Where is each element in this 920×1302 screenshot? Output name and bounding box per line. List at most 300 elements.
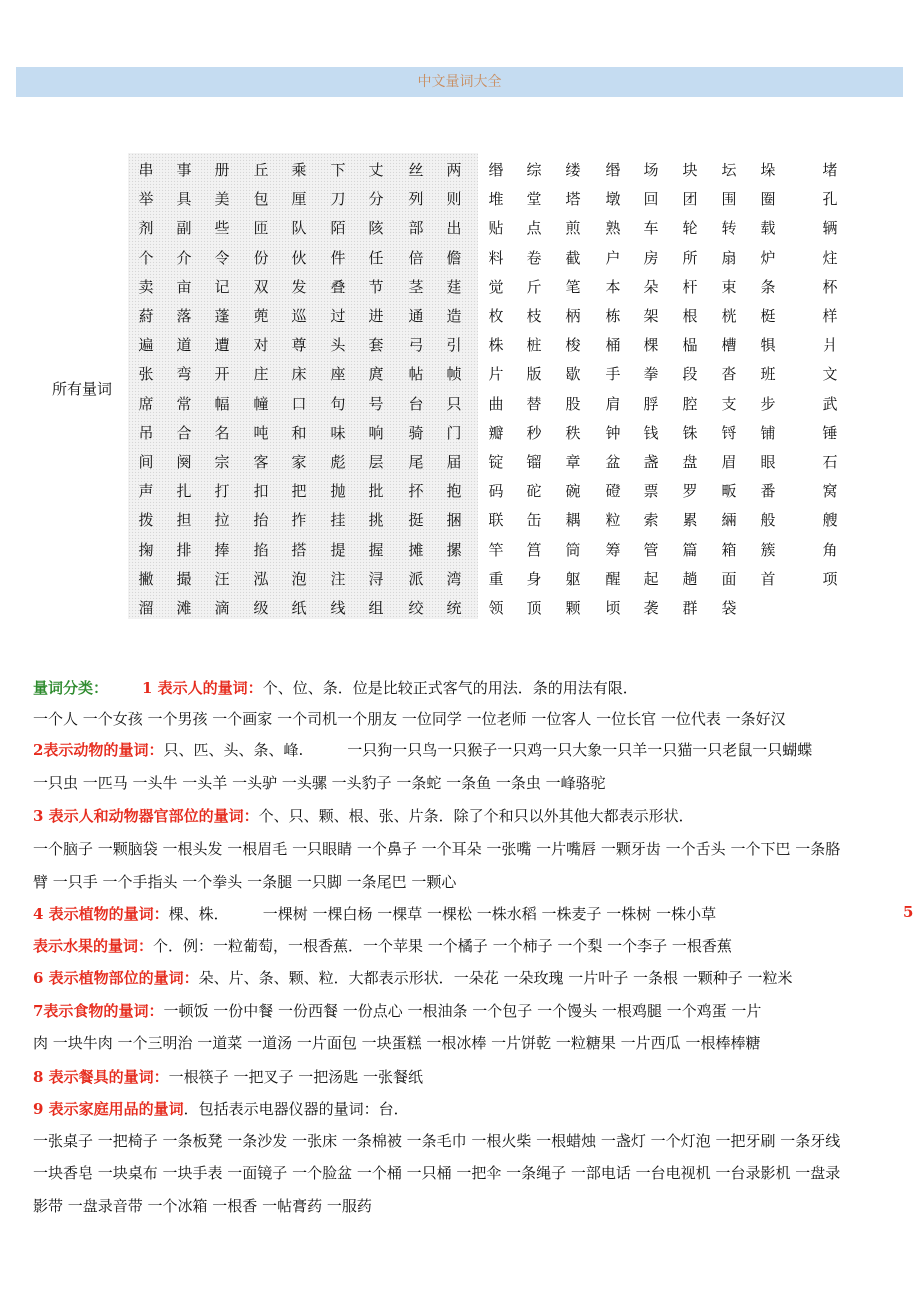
grid-cell: 届 — [446, 453, 462, 471]
section-2-desc: 只、匹、头、条、峰. — [163, 741, 304, 759]
grid-cell: 歇 — [565, 365, 581, 383]
section-4-desc: 棵、株． — [168, 905, 229, 923]
grid-cell: 拳 — [643, 365, 659, 383]
grid-cell: 则 — [446, 190, 462, 208]
grid-cell: 桄 — [721, 307, 737, 325]
grid-cell: 号 — [368, 395, 384, 413]
grid-cell: 番 — [760, 482, 776, 500]
grid-cell: 爿 — [822, 336, 838, 354]
section-9-examples-2: 一块香皂 一块桌布 一块手表 一面镜子 一个脸盆 一个桶 一只桶 一把伞 一条绳子 一部电话 一台电视机 一台录影机 一盘录 — [33, 1164, 841, 1182]
grid-cell: 武 — [822, 395, 838, 413]
grid-cell: 槽 — [721, 336, 737, 354]
grid-cell: 眉 — [721, 453, 737, 471]
grid-cell: 钱 — [643, 424, 659, 442]
grid-cell: 塔 — [565, 190, 581, 208]
grid-cell: 抛 — [330, 482, 346, 500]
grid-cell: 幅 — [214, 395, 230, 413]
grid-cell: 落 — [176, 307, 192, 325]
section-5-heading — [33, 935, 908, 957]
grid-cell: 泓 — [253, 570, 269, 588]
grid-cell: 道 — [176, 336, 192, 354]
grid-cell: 过 — [330, 307, 346, 325]
grid-cell: 伙 — [291, 249, 307, 267]
grid-cell: 份 — [253, 249, 269, 267]
grid-cell: 面 — [721, 570, 737, 588]
grid-cell: 文 — [822, 365, 838, 383]
section-4-heading — [33, 903, 908, 925]
grid-cell: 湾 — [446, 570, 462, 588]
grid-cell: 回 — [643, 190, 659, 208]
grid-cell: 领 — [488, 599, 504, 617]
grid-cell: 把 — [291, 482, 307, 500]
grid-cell: 觉 — [488, 278, 504, 296]
grid-cell: 句 — [330, 395, 346, 413]
grid-cell: 拉 — [214, 511, 230, 529]
grid-cell: 拃 — [291, 511, 307, 529]
grid-cell: 抔 — [408, 482, 424, 500]
grid-cell: 沓 — [721, 365, 737, 383]
grid-cell: 记 — [214, 278, 230, 296]
grid-cell: 料 — [488, 249, 504, 267]
grid-cell: 挂 — [330, 511, 346, 529]
grid-cell: 躯 — [565, 570, 581, 588]
grid-cell: 名 — [214, 424, 230, 442]
section-5-examples: 一粒葡萄，一根香蕉．一个苹果 一个橘子 一个柿子 一个梨 一个李子 一根香蕉 — [213, 937, 732, 955]
grid-cell: 脬 — [643, 395, 659, 413]
grid-cell: 弓 — [408, 336, 424, 354]
section-9-heading — [33, 1098, 908, 1120]
grid-cell: 簇 — [760, 541, 776, 559]
grid-cell: 撇 — [138, 570, 154, 588]
grid-cell: 管 — [643, 541, 659, 559]
grid-cell: 担 — [176, 511, 192, 529]
grid-cell: 孔 — [822, 190, 838, 208]
grid-cell: 挺 — [408, 511, 424, 529]
grid-cell: 家 — [291, 453, 307, 471]
section-2-title: 2表示动物的量词： — [33, 741, 164, 759]
section-6-desc: 朵、片、条、颗、粒．大都表示形状． — [198, 969, 454, 987]
grid-cell: 筹 — [605, 541, 621, 559]
grid-cell: 件 — [330, 249, 346, 267]
grid-cell: 遍 — [138, 336, 154, 354]
section-2-heading — [33, 739, 908, 761]
section-5-title: 表示水果的量词： — [33, 937, 154, 955]
page-title: 中文量词大全 — [16, 67, 903, 97]
grid-cell: 杆 — [682, 278, 698, 296]
grid-cell: 片 — [488, 365, 504, 383]
grid-cell: 两 — [446, 161, 462, 179]
grid-cell: 袭 — [643, 599, 659, 617]
grid-cell: 挑 — [368, 511, 384, 529]
grid-cell: 墩 — [605, 190, 621, 208]
grid-cell: 载 — [760, 219, 776, 237]
grid-cell: 联 — [488, 511, 504, 529]
grid-cell: 吊 — [138, 424, 154, 442]
grid-cell: 下 — [330, 161, 346, 179]
section-7-title: 7表示食物的量词： — [33, 1002, 164, 1020]
grid-cell: 级 — [253, 599, 269, 617]
section-3-desc: 个、只、颗、根、张、片条．除了个和只以外其他大都表示形状． — [258, 807, 694, 825]
grid-cell: 围 — [721, 190, 737, 208]
grid-cell: 些 — [214, 219, 230, 237]
grid-cell: 卷 — [526, 249, 542, 267]
grid-cell: 梃 — [760, 307, 776, 325]
grid-cell: 条 — [760, 278, 776, 296]
grid-cell: 步 — [760, 395, 776, 413]
grid-cell: 蔸 — [253, 307, 269, 325]
grid-cell: 锊 — [721, 424, 737, 442]
grid-cell: 抱 — [446, 482, 462, 500]
grid-cell: 栋 — [605, 307, 621, 325]
grid-cell: 匝 — [253, 219, 269, 237]
section-5-number: 5 — [903, 903, 914, 921]
grid-cell: 节 — [368, 278, 384, 296]
grid-cell: 截 — [565, 249, 581, 267]
grid-cell: 篇 — [682, 541, 698, 559]
grid-cell: 陔 — [368, 219, 384, 237]
grid-cell: 趟 — [682, 570, 698, 588]
grid-cell: 支 — [721, 395, 737, 413]
grid-cell: 间 — [138, 453, 154, 471]
grid-cell: 桶 — [605, 336, 621, 354]
section-3-examples-2: 臂 一只手 一个手指头 一个拳头 一条腿 一只脚 一条尾巴 一颗心 — [33, 873, 457, 891]
grid-cell: 缶 — [526, 511, 542, 529]
section-3-heading — [33, 805, 908, 827]
grid-cell: 袋 — [721, 599, 737, 617]
section-1-title: 1 表示人的量词： — [142, 679, 263, 697]
grid-cell: 首 — [760, 570, 776, 588]
section-9-desc: ．包括表示电器仪器的量词：台． — [183, 1100, 409, 1118]
grid-cell: 摊 — [408, 541, 424, 559]
grid-cell: 版 — [526, 365, 542, 383]
grid-cell: 颗 — [565, 599, 581, 617]
grid-cell: 亩 — [176, 278, 192, 296]
grid-cell: 和 — [291, 424, 307, 442]
grid-cell: 梭 — [565, 336, 581, 354]
grid-cell: 粒 — [605, 511, 621, 529]
grid-cell: 杯 — [822, 278, 838, 296]
grid-cell: 出 — [446, 219, 462, 237]
grid-cell: 铺 — [760, 424, 776, 442]
grid-cell: 茎 — [408, 278, 424, 296]
grid-cell: 剂 — [138, 219, 154, 237]
section-8-examples: 一根筷子 一把叉子 一把汤匙 一张餐纸 — [168, 1068, 423, 1086]
grid-cell: 阕 — [176, 453, 192, 471]
grid-cell: 床 — [291, 365, 307, 383]
grid-cell: 打 — [214, 482, 230, 500]
grid-cell: 緉 — [721, 511, 737, 529]
grid-cell: 磴 — [605, 482, 621, 500]
section-6-examples: 一朵花 一朵玫瑰 一片叶子 一条根 一颗种子 一粒米 — [453, 969, 793, 987]
grid-cell: 般 — [760, 511, 776, 529]
grid-cell: 批 — [368, 482, 384, 500]
grid-cell: 搭 — [291, 541, 307, 559]
grid-cell: 事 — [176, 161, 192, 179]
grid-cell: 眼 — [760, 453, 776, 471]
grid-cell: 场 — [643, 161, 659, 179]
grid-cell: 浔 — [368, 570, 384, 588]
grid-cell: 庄 — [253, 365, 269, 383]
section-9-examples-3: 影带 一盘录音带 一个冰箱 一根香 一帖膏药 一服药 — [33, 1197, 372, 1215]
grid-cell: 葤 — [138, 307, 154, 325]
grid-cell: 房 — [643, 249, 659, 267]
grid-cell: 束 — [721, 278, 737, 296]
grid-cell: 丝 — [408, 161, 424, 179]
grid-cell: 纸 — [291, 599, 307, 617]
section-8-title: 8 表示餐具的量词： — [33, 1068, 169, 1086]
grid-cell: 具 — [176, 190, 192, 208]
grid-cell: 陌 — [330, 219, 346, 237]
grid-cell: 扣 — [253, 482, 269, 500]
grid-cell: 席 — [138, 395, 154, 413]
grid-cell: 刀 — [330, 190, 346, 208]
grid-cell: 统 — [446, 599, 462, 617]
grid-cell: 门 — [446, 424, 462, 442]
grid-cell: 幢 — [253, 395, 269, 413]
grid-cell: 筥 — [526, 541, 542, 559]
grid-cell: 吨 — [253, 424, 269, 442]
section-2-examples-1: 一只狗一只鸟一只猴子一只鸡一只大象一只羊一只猫一只老鼠一只蝴蝶 — [347, 741, 813, 759]
section-3-title: 3 表示人和动物器官部位的量词： — [33, 807, 259, 825]
grid-cell: 排 — [176, 541, 192, 559]
grid-cell: 掬 — [138, 541, 154, 559]
grid-cell: 掐 — [253, 541, 269, 559]
grid-cell: 样 — [822, 307, 838, 325]
grid-cell: 榀 — [682, 336, 698, 354]
section-3-examples-1: 一个脑子 一颗脑袋 一根头发 一根眉毛 一只眼睛 一个鼻子 一个耳朵 一张嘴 一片嘴唇 一颗牙齿 一个舌头 一个下巴 一条胳 — [33, 840, 841, 858]
grid-cell: 注 — [330, 570, 346, 588]
grid-cell: 笔 — [565, 278, 581, 296]
grid-cell: 坛 — [721, 161, 737, 179]
grid-cell: 箱 — [721, 541, 737, 559]
grid-cell: 溜 — [138, 599, 154, 617]
grid-cell: 段 — [682, 365, 698, 383]
grid-cell: 册 — [214, 161, 230, 179]
grid-cell: 顷 — [605, 599, 621, 617]
section-9-title: 9 表示家庭用品的量词 — [33, 1100, 184, 1118]
section-7-heading — [33, 1000, 908, 1022]
grid-cell: 美 — [214, 190, 230, 208]
grid-cell: 罗 — [682, 482, 698, 500]
section-1-desc: 个、位、条．位是比较正式客气的用法．条的用法有限． — [262, 679, 638, 697]
grid-cell: 炷 — [822, 249, 838, 267]
grid-cell: 棵 — [643, 336, 659, 354]
grid-cell: 层 — [368, 453, 384, 471]
grid-cell: 尊 — [291, 336, 307, 354]
grid-cell: 副 — [176, 219, 192, 237]
grid-cell: 根 — [682, 307, 698, 325]
grid-cell: 进 — [368, 307, 384, 325]
grid-cell: 骑 — [408, 424, 424, 442]
grid-cell: 堂 — [526, 190, 542, 208]
grid-cell: 部 — [408, 219, 424, 237]
grid-cell: 丘 — [253, 161, 269, 179]
grid-cell: 煎 — [565, 219, 581, 237]
grid-cell: 章 — [565, 453, 581, 471]
grid-cell: 倍 — [408, 249, 424, 267]
grid-cell: 队 — [291, 219, 307, 237]
section-6-heading — [33, 967, 908, 989]
grid-cell: 票 — [643, 482, 659, 500]
grid-cell: 瓣 — [488, 424, 504, 442]
grid-cell: 砣 — [526, 482, 542, 500]
grid-cell: 犋 — [760, 336, 776, 354]
grid-cell: 捧 — [214, 541, 230, 559]
grid-cell: 身 — [526, 570, 542, 588]
grid-cell: 儋 — [446, 249, 462, 267]
grid-label: 所有量词 — [52, 380, 113, 398]
grid-cell: 户 — [605, 249, 621, 267]
grid-cell: 柄 — [565, 307, 581, 325]
grid-cell: 竿 — [488, 541, 504, 559]
grid-cell: 举 — [138, 190, 154, 208]
section-7-examples-1: 一顿饭 一份中餐 一份西餐 一份点心 一根油条 一个包子 一个馒头 一根鸡腿 一个鸡蛋 一片 — [163, 1002, 762, 1020]
grid-cell: 对 — [253, 336, 269, 354]
grid-cell: 开 — [214, 365, 230, 383]
grid-cell: 蓬 — [214, 307, 230, 325]
grid-cell: 捆 — [446, 511, 462, 529]
grid-cell: 摞 — [446, 541, 462, 559]
grid-cell: 味 — [330, 424, 346, 442]
grid-cell: 撮 — [176, 570, 192, 588]
grid-cell: 介 — [176, 249, 192, 267]
grid-cell: 莛 — [446, 278, 462, 296]
grid-cell: 锤 — [822, 424, 838, 442]
grid-cell: 秒 — [526, 424, 542, 442]
grid-cell: 手 — [605, 365, 621, 383]
grid-cell: 辆 — [822, 219, 838, 237]
grid-cell: 筒 — [565, 541, 581, 559]
grid-cell: 股 — [565, 395, 581, 413]
grid-cell: 合 — [176, 424, 192, 442]
grid-cell: 所 — [682, 249, 698, 267]
grid-cell: 码 — [488, 482, 504, 500]
grid-cell: 引 — [446, 336, 462, 354]
grid-cell: 锭 — [488, 453, 504, 471]
grid-cell: 客 — [253, 453, 269, 471]
grid-cell: 座 — [330, 365, 346, 383]
grid-cell: 口 — [291, 395, 307, 413]
grid-cell: 弯 — [176, 365, 192, 383]
grid-cell: 熟 — [605, 219, 621, 237]
section-5-desc: 个．例： — [153, 937, 214, 955]
grid-cell: 石 — [822, 453, 838, 471]
grid-cell: 起 — [643, 570, 659, 588]
grid-cell: 盘 — [682, 453, 698, 471]
grid-cell: 常 — [176, 395, 192, 413]
grid-cell: 丈 — [368, 161, 384, 179]
section-7-examples-2: 肉 一块牛肉 一个三明治 一道菜 一道汤 一片面包 一块蛋糕 一根冰棒 一片饼乾 一粒糖果 一片西瓜 一根棒棒糖 — [33, 1034, 761, 1052]
grid-cell: 腔 — [682, 395, 698, 413]
grid-cell: 响 — [368, 424, 384, 442]
grid-cell: 曲 — [488, 395, 504, 413]
section-1-heading — [33, 677, 908, 699]
section-2-examples-2: 一只虫 一匹马 一头牛 一头羊 一头驴 一头骡 一头豹子 一条蛇 一条鱼 一条虫 一峰骆驼 — [33, 774, 606, 792]
grid-cell: 醒 — [605, 570, 621, 588]
grid-cell: 盏 — [643, 453, 659, 471]
grid-cell: 本 — [605, 278, 621, 296]
grid-cell: 堵 — [822, 161, 838, 179]
grid-cell: 套 — [368, 336, 384, 354]
section-4-title: 4 表示植物的量词： — [33, 905, 169, 923]
grid-cell: 拨 — [138, 511, 154, 529]
grid-cell: 缕 — [565, 161, 581, 179]
section-4-examples: 一棵树 一棵白杨 一棵草 一棵松 一株水稻 一株麦子 一株树 一株小草 — [262, 905, 717, 923]
grid-cell: 桩 — [526, 336, 542, 354]
grid-cell: 铢 — [682, 424, 698, 442]
grid-cell: 肩 — [605, 395, 621, 413]
grid-cell: 索 — [643, 511, 659, 529]
grid-cell: 耦 — [565, 511, 581, 529]
grid-cell: 帖 — [408, 365, 424, 383]
grid-cell: 令 — [214, 249, 230, 267]
grid-cell: 列 — [408, 190, 424, 208]
grid-cell: 朵 — [643, 278, 659, 296]
grid-cell: 顶 — [526, 599, 542, 617]
grid-cell: 转 — [721, 219, 737, 237]
grid-cell: 畈 — [721, 482, 737, 500]
grid-cell: 抬 — [253, 511, 269, 529]
grid-cell: 宗 — [214, 453, 230, 471]
grid-cell: 帧 — [446, 365, 462, 383]
grid-cell: 团 — [682, 190, 698, 208]
grid-cell: 提 — [330, 541, 346, 559]
grid-cell: 块 — [682, 161, 698, 179]
grid-cell: 分 — [368, 190, 384, 208]
grid-cell: 尾 — [408, 453, 424, 471]
grid-cell: 堆 — [488, 190, 504, 208]
grid-cell: 镏 — [526, 453, 542, 471]
grid-cell: 碗 — [565, 482, 581, 500]
grid-cell: 架 — [643, 307, 659, 325]
grid-cell: 叠 — [330, 278, 346, 296]
section-9-examples-1: 一张桌子 一把椅子 一条板凳 一条沙发 一张床 一条棉被 一条毛巾 一根火柴 一根蜡烛 一盏灯 一个灯泡 一把牙刷 一条牙线 — [33, 1132, 841, 1150]
grid-cell: 滩 — [176, 599, 192, 617]
grid-cell: 窝 — [822, 482, 838, 500]
grid-cell: 重 — [488, 570, 504, 588]
section-8-heading — [33, 1066, 908, 1088]
grid-cell: 卖 — [138, 278, 154, 296]
grid-cell: 线 — [330, 599, 346, 617]
section-1-examples: 一个人 一个女孩 一个男孩 一个画家 一个司机一个朋友 一位同学 一位老师 一位客人 一位长官 一位代表 一条好汉 — [33, 710, 786, 728]
grid-cell: 缗 — [488, 161, 504, 179]
grid-cell: 派 — [408, 570, 424, 588]
grid-cell: 只 — [446, 395, 462, 413]
grid-cell: 艘 — [822, 511, 838, 529]
grid-cell: 盆 — [605, 453, 621, 471]
grid-cell: 枝 — [526, 307, 542, 325]
grid-cell: 握 — [368, 541, 384, 559]
grid-cell: 个 — [138, 249, 154, 267]
grid-cell: 遭 — [214, 336, 230, 354]
grid-cell: 项 — [822, 570, 838, 588]
grid-cell: 扎 — [176, 482, 192, 500]
grid-cell: 角 — [822, 541, 838, 559]
grid-cell: 枚 — [488, 307, 504, 325]
grid-cell: 圈 — [760, 190, 776, 208]
grid-cell: 发 — [291, 278, 307, 296]
grid-cell: 双 — [253, 278, 269, 296]
grid-cell: 厘 — [291, 190, 307, 208]
grid-cell: 乘 — [291, 161, 307, 179]
grid-cell: 组 — [368, 599, 384, 617]
grid-cell: 汪 — [214, 570, 230, 588]
grid-cell: 车 — [643, 219, 659, 237]
grid-cell: 炉 — [760, 249, 776, 267]
grid-cell: 班 — [760, 365, 776, 383]
grid-cell: 造 — [446, 307, 462, 325]
grid-cell: 垛 — [760, 161, 776, 179]
